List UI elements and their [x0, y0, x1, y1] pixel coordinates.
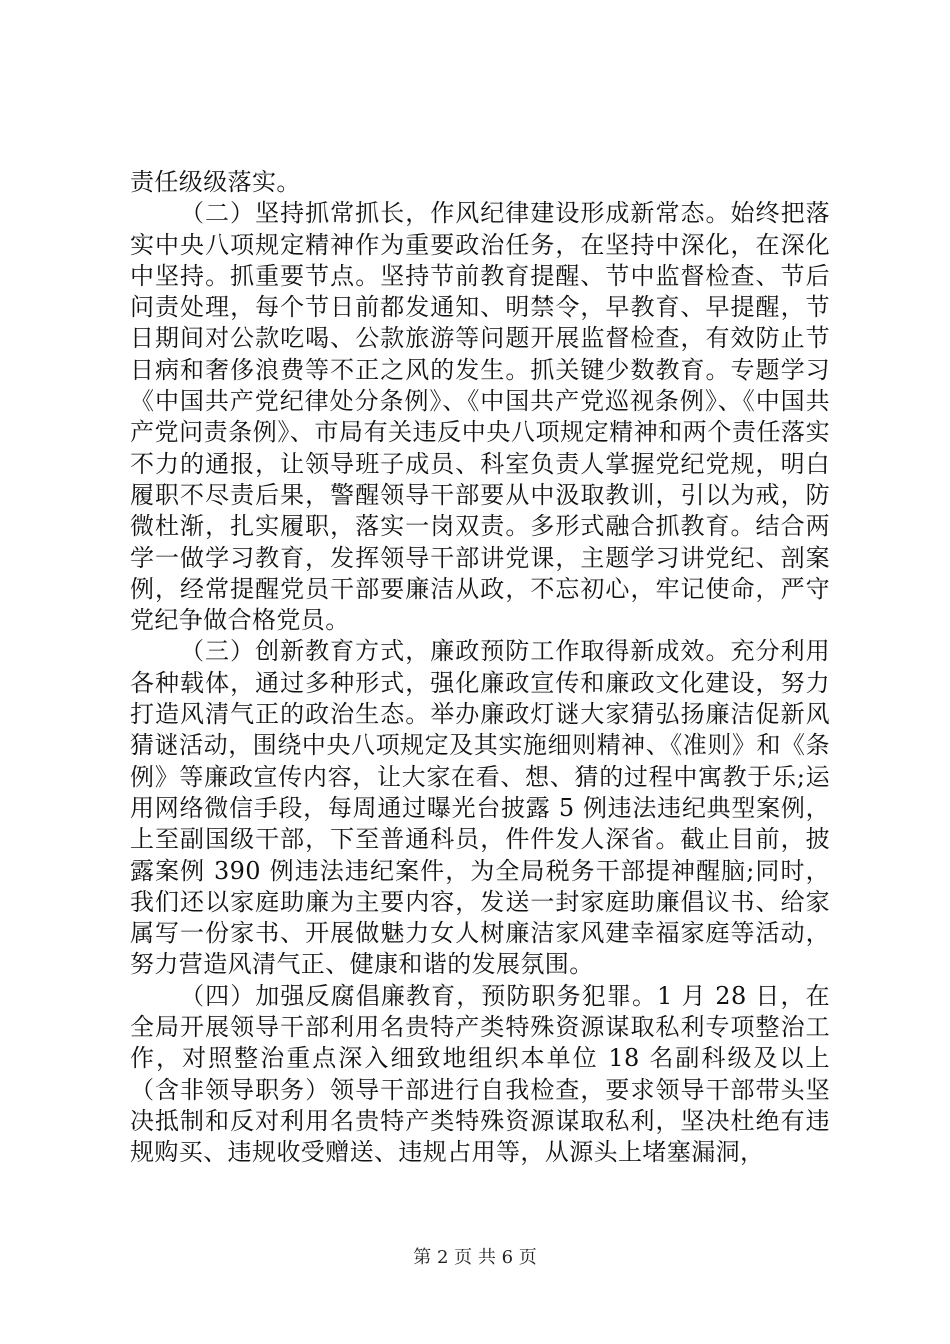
- body-text: [130, 167, 830, 1169]
- paragraph-continuation: 责任级级落实。: [130, 168, 301, 196]
- paragraph-section-4: （四）加强反腐倡廉教育，预防职务犯罪。1 月 28 日，在全局开展领导干部利用名贵特产类特殊资源谋取私利专项整治工作，对照整治重点深入细致地组织本单位 18 名副科级及以上（含非领导职务）领导干部进行自我检查，要求领导干部带头坚决抵制和反对利用名贵特产类特殊资源谋取私利，坚决杜绝有违规购买、违规收受赠送、违规占用等，从源头上堵塞漏洞，: [130, 981, 830, 1167]
- paragraph-section-2: （二）坚持抓常抓长，作风纪律建设形成新常态。始终把落实中央八项规定精神作为重要政治任务，在坚持中深化，在深化中坚持。抓重要节点。坚持节前教育提醒、节中监督检查、节后问责处理，每个节日前都发通知、明禁令，早教育、早提醒，节日期间对公款吃喝、公款旅游等问题开展监督检查，有效防止节日病和奢侈浪费等不正之风的发生。抓关键少数教育。专题学习《中国共产党纪律处分条例》、《中国共产党巡视条例》、《中国共产党问责条例》、市局有关违反中央八项规定精神和两个责任落实不力的通报，让领导班子成员、科室负责人掌握党纪党规，明白履职不尽责后果，警醒领导干部要从中汲取教训，引以为戒，防微杜渐，扎实履职，落实一岗双责。多形式融合抓教育。结合两学一做学习教育，发挥领导干部讲党课，主题学习讲党纪、剖案例，经常提醒党员干部要廉洁从政，不忘初心，牢记使命，严守党纪争做合格党员。: [130, 199, 830, 635]
- paragraph-section-3: （三）创新教育方式，廉政预防工作取得新成效。充分利用各种载体，通过多种形式，强化廉政宣传和廉政文化建设，努力打造风清气正的政治生态。举办廉政灯谜大家猜弘扬廉洁促新风猜谜活动，围绕中央八项规定及其实施细则精神、《准则》和《条例》等廉政宣传内容，让大家在看、想、猜的过程中寓教于乐;运用网络微信手段，每周通过曝光台披露 5 例违法违纪典型案例，上至副国级干部，下至普通科员，件件发人深省。截止目前，披露案例 390 例违法违纪案件，为全局税务干部提神醒脑;同时，我们还以家庭助廉为主要内容，发送一封家庭助廉倡议书、给家属写一份家书、开展做魅力女人树廉洁家风建幸福家庭等活动，努力营造风清气正、健康和谐的发展氛围。: [130, 637, 830, 979]
- page-footer: 第 2 页 共 6 页: [413, 1247, 537, 1268]
